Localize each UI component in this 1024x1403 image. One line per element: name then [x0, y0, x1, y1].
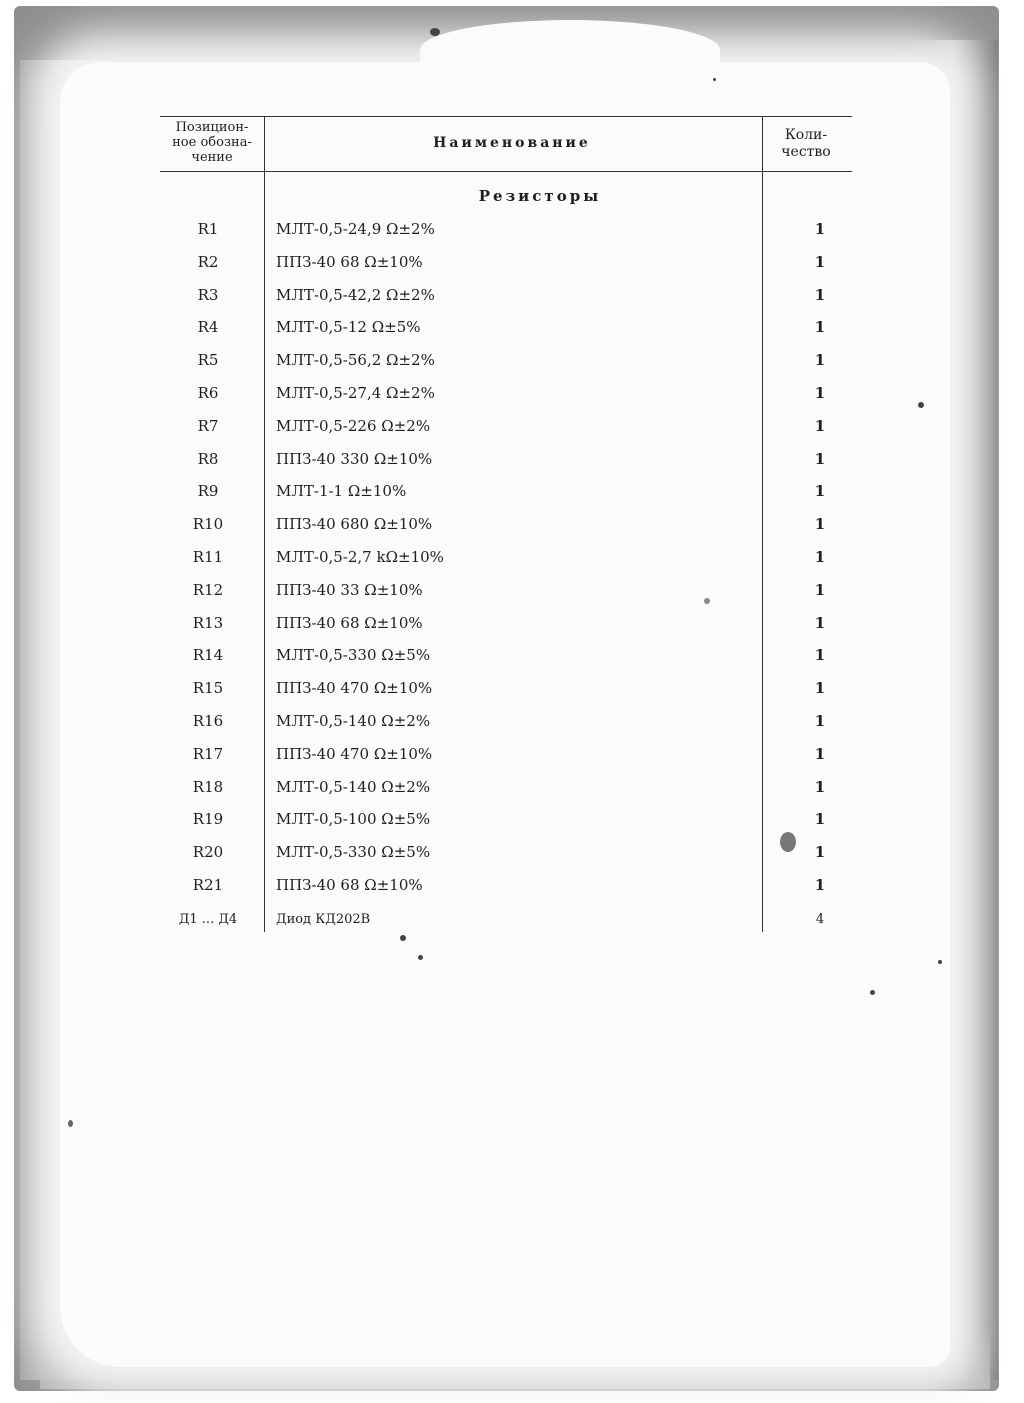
cell-name: МЛТ-0,5-12 Ω±5%: [276, 318, 421, 337]
cell-quantity: 1: [814, 679, 826, 698]
cell-name: МЛТ-0,5-27,4 Ω±2%: [276, 383, 435, 402]
cell-name: МЛТ-0,5-56,2 Ω±2%: [276, 351, 435, 370]
cell-name: ППЗ-40 68 Ω±10%: [276, 252, 423, 271]
cell-name: МЛТ-0,5-140 Ω±2%: [276, 711, 431, 730]
cell-quantity: 1: [814, 383, 826, 402]
cell-quantity: 1: [814, 449, 826, 468]
cell-position: R6: [197, 383, 219, 402]
header-position: Позицион- ное обозна- чение: [172, 120, 252, 165]
cell-name: ППЗ-40 470 Ω±10%: [276, 744, 433, 763]
table-row: [160, 344, 852, 377]
cell-quantity: 1: [814, 613, 826, 632]
scan-speck: [418, 955, 423, 960]
table-row: [160, 475, 852, 508]
table-row: [160, 246, 852, 279]
cell-position: R21: [192, 875, 224, 894]
cell-name: ППЗ-40 330 Ω±10%: [276, 449, 433, 468]
header-name: Наименование: [433, 135, 591, 151]
table-row: [160, 410, 852, 443]
cell-position: Д1 ... Д4: [178, 911, 238, 927]
cell-name: МЛТ-0,5-140 Ω±2%: [276, 777, 431, 796]
cell-quantity: 1: [814, 318, 826, 337]
cell-name: МЛТ-0,5-226 Ω±2%: [276, 416, 431, 435]
table-row: [160, 738, 852, 771]
table-row: [160, 836, 852, 869]
cell-name: МЛТ-0,5-42,2 Ω±2%: [276, 285, 435, 304]
cell-quantity: 1: [814, 351, 826, 370]
cell-name: МЛТ-0,5-330 Ω±5%: [276, 646, 431, 665]
cell-position: R14: [192, 646, 224, 665]
cell-name: Диод КД202В: [276, 911, 371, 927]
cell-quantity: 1: [814, 482, 826, 501]
cell-position: R20: [192, 843, 224, 862]
cell-quantity: 1: [814, 875, 826, 894]
table-row: [160, 377, 852, 410]
cell-quantity: 1: [814, 711, 826, 730]
table-row: [160, 541, 852, 574]
cell-position: R13: [192, 613, 224, 632]
cell-name: ППЗ-40 68 Ω±10%: [276, 875, 423, 894]
cell-position: R1: [197, 220, 219, 238]
table-row: [160, 803, 852, 836]
cell-name: ППЗ-40 33 Ω±10%: [276, 580, 423, 599]
cell-quantity: 1: [814, 744, 826, 763]
table-row: [160, 279, 852, 312]
cell-quantity: 4: [815, 911, 825, 927]
cell-quantity: 1: [814, 515, 826, 534]
cell-position: R15: [192, 679, 224, 698]
table-row: [160, 639, 852, 672]
cell-quantity: 1: [814, 285, 826, 304]
table-row: [160, 213, 852, 246]
section-title: Резисторы: [478, 187, 602, 205]
table-row: [160, 771, 852, 804]
table-row: [160, 311, 852, 344]
cell-quantity: 1: [814, 810, 826, 829]
cell-quantity: 1: [814, 646, 826, 665]
table-row: [160, 508, 852, 541]
cell-quantity: 1: [814, 580, 826, 599]
table-body: [160, 213, 852, 937]
table-header: [160, 116, 852, 172]
cell-position: R7: [197, 416, 219, 435]
cell-name: МЛТ-0,5-330 Ω±5%: [276, 843, 431, 862]
cell-name: МЛТ-0,5-2,7 kΩ±10%: [276, 547, 444, 566]
table-row: [160, 869, 852, 902]
scan-speck: [918, 402, 924, 408]
cell-position: R16: [192, 711, 224, 730]
cell-name: МЛТ-0,5-100 Ω±5%: [276, 810, 431, 829]
scan-speck: [400, 935, 406, 941]
scan-speck: [713, 78, 716, 81]
cell-quantity: 1: [814, 416, 826, 435]
specification-table: [160, 116, 852, 172]
table-row: [160, 607, 852, 640]
scan-speck: [704, 598, 710, 604]
cell-position: R19: [192, 810, 224, 829]
cell-name: МЛТ-0,5-24,9 Ω±2%: [276, 220, 435, 238]
cell-position: R9: [197, 482, 219, 501]
header-quantity: Коли- чество: [781, 127, 831, 160]
scan-speck: [430, 28, 440, 36]
cell-position: R11: [192, 547, 224, 566]
cell-position: R4: [197, 318, 219, 337]
paper-top-edge: [420, 20, 720, 80]
table-row: [160, 904, 852, 937]
scan-speck: [938, 960, 942, 964]
scan-speck: [780, 832, 796, 852]
cell-quantity: 1: [814, 777, 826, 796]
scan-speck: [68, 1120, 73, 1127]
table-row: [160, 672, 852, 705]
cell-name: ППЗ-40 470 Ω±10%: [276, 679, 433, 698]
cell-position: R17: [192, 744, 224, 763]
cell-position: R18: [192, 777, 224, 796]
scan-speck: [870, 990, 875, 995]
cell-position: R12: [192, 580, 224, 599]
cell-position: R2: [197, 252, 219, 271]
cell-name: ППЗ-40 680 Ω±10%: [276, 515, 433, 534]
cell-position: R10: [192, 515, 224, 534]
table-row: [160, 443, 852, 476]
cell-position: R5: [197, 351, 219, 370]
cell-quantity: 1: [814, 252, 826, 271]
table-row: [160, 705, 852, 738]
cell-position: R3: [197, 285, 219, 304]
cell-quantity: 1: [814, 843, 826, 862]
cell-quantity: 1: [814, 547, 826, 566]
cell-name: МЛТ-1-1 Ω±10%: [276, 482, 407, 501]
cell-quantity: 1: [814, 220, 826, 238]
cell-name: ППЗ-40 68 Ω±10%: [276, 613, 423, 632]
cell-position: R8: [197, 449, 219, 468]
table-row: [160, 574, 852, 607]
